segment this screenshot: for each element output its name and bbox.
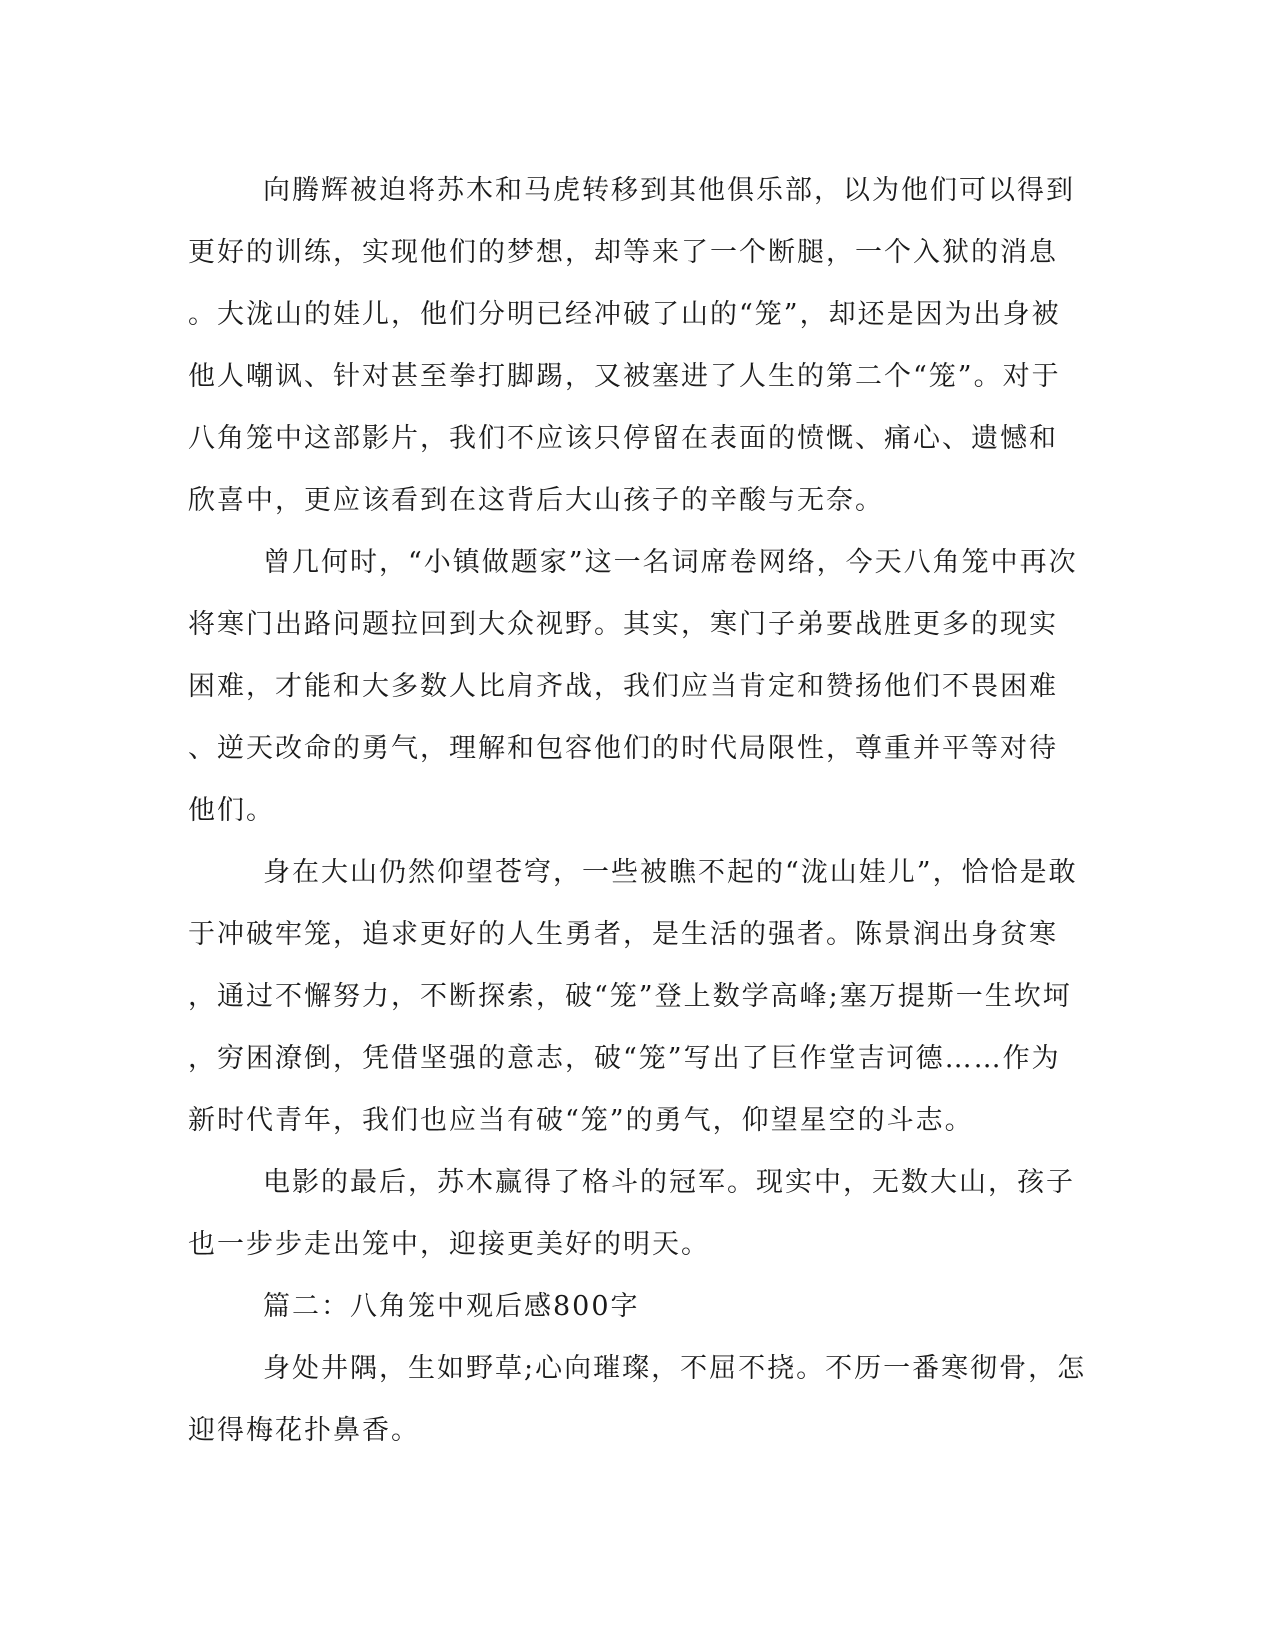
paragraph-line: 将寒门出路问题拉回到大众视野。其实，寒门子弟要战胜更多的现实 xyxy=(188,609,1058,640)
paragraph-line: 身在大山仍然仰望苍穹，一些被瞧不起的“泷山娃儿”，恰恰是敢 xyxy=(263,857,1078,888)
paragraph xyxy=(188,160,1075,532)
paragraph xyxy=(188,532,1078,842)
paragraph-line: 迎得梅花扑鼻香。 xyxy=(188,1415,420,1446)
paragraph-line: 也一步步走出笼中，迎接更美好的明天。 xyxy=(188,1229,710,1260)
paragraph-line: ，穷困潦倒，凭借坚强的意志，破“笼”写出了巨作堂吉诃德……作为 xyxy=(188,1043,1061,1074)
paragraph-line: 向腾辉被迫将苏木和马虎转移到其他俱乐部，以为他们可以得到 xyxy=(263,175,1075,206)
paragraph-line: 。大泷山的娃儿，他们分明已经冲破了山的“笼”，却还是因为出身被 xyxy=(188,299,1061,330)
paragraph-line: 八角笼中这部影片，我们不应该只停留在表面的愤慨、痛心、遗憾和 xyxy=(188,423,1058,454)
paragraph-line: ，通过不懈努力，不断探索，破“笼”登上数学高峰;塞万提斯一生坎坷 xyxy=(188,981,1072,1012)
paragraph xyxy=(188,1338,1087,1462)
paragraph-line: 于冲破牢笼，追求更好的人生勇者，是生活的强者。陈景润出身贫寒 xyxy=(188,919,1058,950)
paragraph-line: 他们。 xyxy=(188,795,275,826)
paragraph-line: 更好的训练，实现他们的梦想，却等来了一个断腿，一个入狱的消息 xyxy=(188,237,1058,268)
paragraph xyxy=(188,842,1078,1152)
paragraph-line: 新时代青年，我们也应当有破“笼”的勇气，仰望星空的斗志。 xyxy=(188,1105,974,1136)
paragraph xyxy=(188,1152,1075,1276)
paragraph-line: 身处井隅，生如野草;心向璀璨，不屈不挠。不历一番寒彻骨，怎 xyxy=(263,1353,1087,1384)
section-heading-text: 篇二：八角笼中观后感800字 xyxy=(263,1291,640,1322)
paragraph-line: 他人嘲讽、针对甚至拳打脚踢，又被塞进了人生的第二个“笼”。对于 xyxy=(188,361,1061,392)
paragraph-line: 欣喜中，更应该看到在这背后大山孩子的辛酸与无奈。 xyxy=(188,485,884,516)
paragraph-line: 曾几何时，“小镇做题家”这一名词席卷网络，今天八角笼中再次 xyxy=(263,547,1078,578)
section-heading xyxy=(188,1276,1068,1338)
document-body xyxy=(188,160,1087,1462)
paragraph-line: 困难，才能和大多数人比肩齐战，我们应当肯定和赞扬他们不畏困难 xyxy=(188,671,1058,702)
paragraph-line: 电影的最后，苏木赢得了格斗的冠军。现实中，无数大山，孩子 xyxy=(263,1167,1075,1198)
paragraph-line: 、逆天改命的勇气，理解和包容他们的时代局限性，尊重并平等对待 xyxy=(188,733,1058,764)
